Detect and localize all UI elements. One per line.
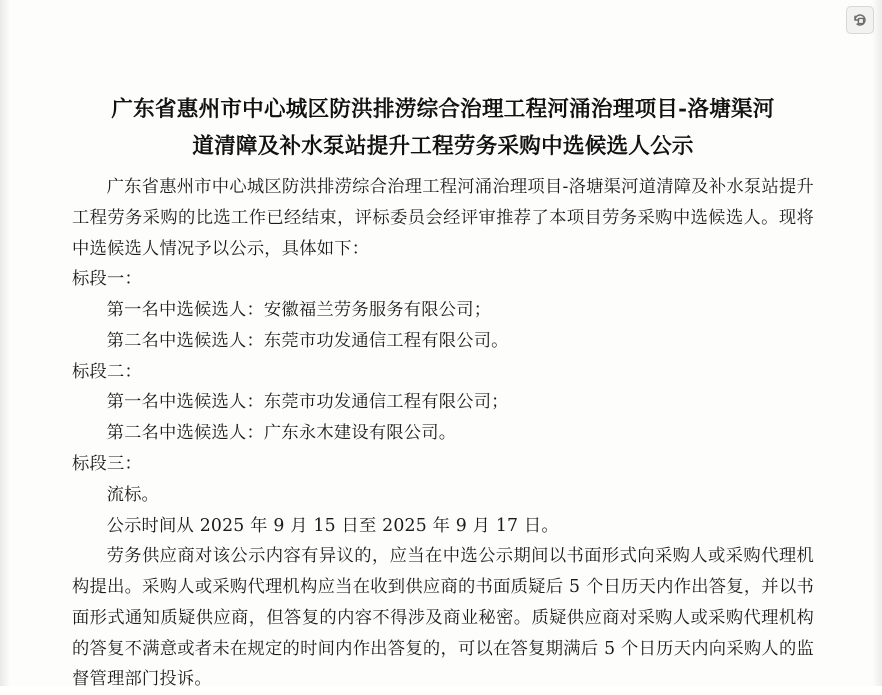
section-3-item-1: 流标。 [106,484,160,505]
section-label-1: 标段一： [72,269,142,290]
rotate-icon[interactable] [846,6,874,34]
title-line-2: 道清障及补水泵站提升工程劳务采购中选候选人公示 [192,133,694,159]
intro-paragraph: 广东省惠州市中心城区防洪排涝综合治理工程河涌治理项目-洛塘渠河道清障及补水泵站提升工程劳务采购的比选工作已经结束，评标委员会经评审推荐了本项目劳务采购中选候选人。现将中选候选人情况予以公示，具体如下： [72,176,814,259]
section-label-3: 标段三： [72,453,142,474]
page-title [72,92,814,166]
closing-paragraph: 劳务供应商对该公示内容有异议的，应当在中选公示期间以书面形式向采购人或采购代理机构提出。采购人或采购代理机构应当在收到供应商的书面质疑后 5 个日历天内作出答复，并以书面形式通知质疑供应商，但答复的内容不得涉及商业秘密。质疑供应商对采购人或采购代理机构的答复不满意或者未在规定的时间内作出答复的，可以在答复期满后 5 个日历天内向采购人的监督管理部门投诉。 [72,546,814,690]
section-2-item-1: 第一名中选候选人：东莞市功发通信工程有限公司； [106,392,509,413]
section-1-item-2: 第二名中选候选人：东莞市功发通信工程有限公司。 [106,330,509,351]
document-content [72,92,814,695]
page-edge-shadow-left [0,0,10,686]
notice-period: 公示时间从 2025 年 9 月 15 日至 2025 年 9 月 17 日。 [106,515,559,536]
section-1-item-1: 第一名中选候选人：安徽福兰劳务服务有限公司； [106,300,492,321]
section-label-2: 标段二： [72,361,142,382]
title-line-1: 广东省惠州市中心城区防洪排涝综合治理工程河涌治理项目-洛塘渠河 [111,97,775,122]
page-edge-shadow-right [872,0,882,686]
section-2-item-2: 第二名中选候选人：广东永木建设有限公司。 [106,423,457,444]
